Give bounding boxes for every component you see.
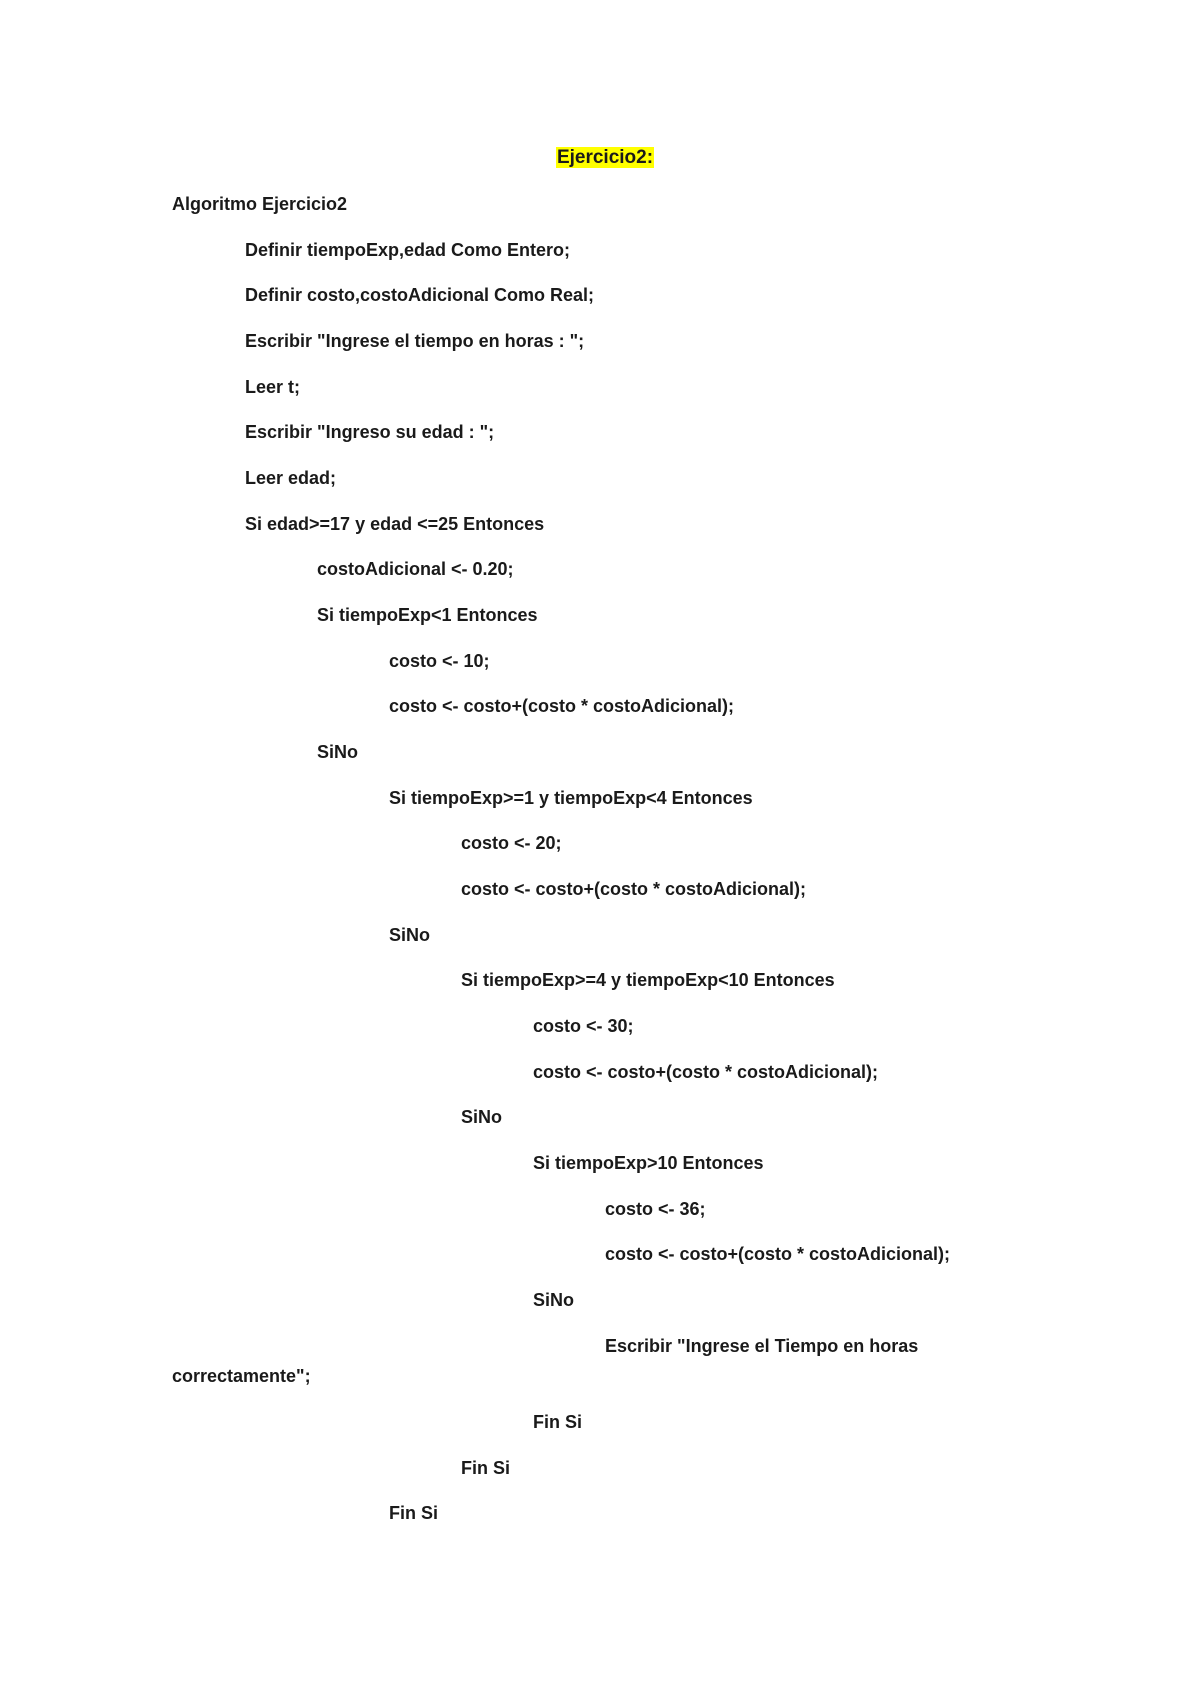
code-line: costo <- 36; (605, 1199, 706, 1219)
code-line: costo <- costo+(costo * costoAdicional); (461, 879, 807, 899)
code-line: SiNo (389, 925, 431, 945)
code-line: Definir costo,costoAdicional Como Real; (245, 285, 595, 305)
code-line: Leer edad; (245, 468, 337, 488)
highlighted-title: Ejercicio2: (556, 147, 654, 168)
code-line: Si tiempoExp>=1 y tiempoExp<4 Entonces (389, 788, 753, 808)
code-line: costo <- costo+(costo * costoAdicional); (605, 1244, 951, 1264)
code-line: correctamente"; (172, 1366, 311, 1386)
code-line: Si tiempoExp>=4 y tiempoExp<10 Entonces (461, 970, 835, 990)
code-line: costoAdicional <- 0.20; (317, 559, 514, 579)
document-title (0, 146, 1200, 170)
code-line: costo <- costo+(costo * costoAdicional); (389, 696, 735, 716)
code-line: Algoritmo Ejercicio2 (172, 194, 348, 214)
code-line: Escribir "Ingrese el Tiempo en horas (605, 1336, 919, 1356)
code-line: costo <- 10; (389, 651, 490, 671)
code-line: Leer t; (245, 377, 301, 397)
code-line: Si tiempoExp>10 Entonces (533, 1153, 764, 1173)
code-line: SiNo (317, 742, 359, 762)
code-line: Definir tiempoExp,edad Como Entero; (245, 240, 571, 260)
code-line: SiNo (461, 1107, 503, 1127)
code-line: SiNo (533, 1290, 575, 1310)
code-line: Fin Si (533, 1412, 582, 1432)
code-line: Escribir "Ingreso su edad : "; (245, 422, 495, 442)
code-line: Si edad>=17 y edad <=25 Entonces (245, 514, 545, 534)
code-line: Si tiempoExp<1 Entonces (317, 605, 538, 625)
code-line: Escribir "Ingrese el tiempo en horas : "; (245, 331, 585, 351)
code-line: costo <- costo+(costo * costoAdicional); (533, 1062, 879, 1082)
code-line: costo <- 30; (533, 1016, 634, 1036)
code-line: costo <- 20; (461, 833, 562, 853)
code-line: Fin Si (461, 1458, 510, 1478)
code-line: Fin Si (389, 1503, 438, 1523)
